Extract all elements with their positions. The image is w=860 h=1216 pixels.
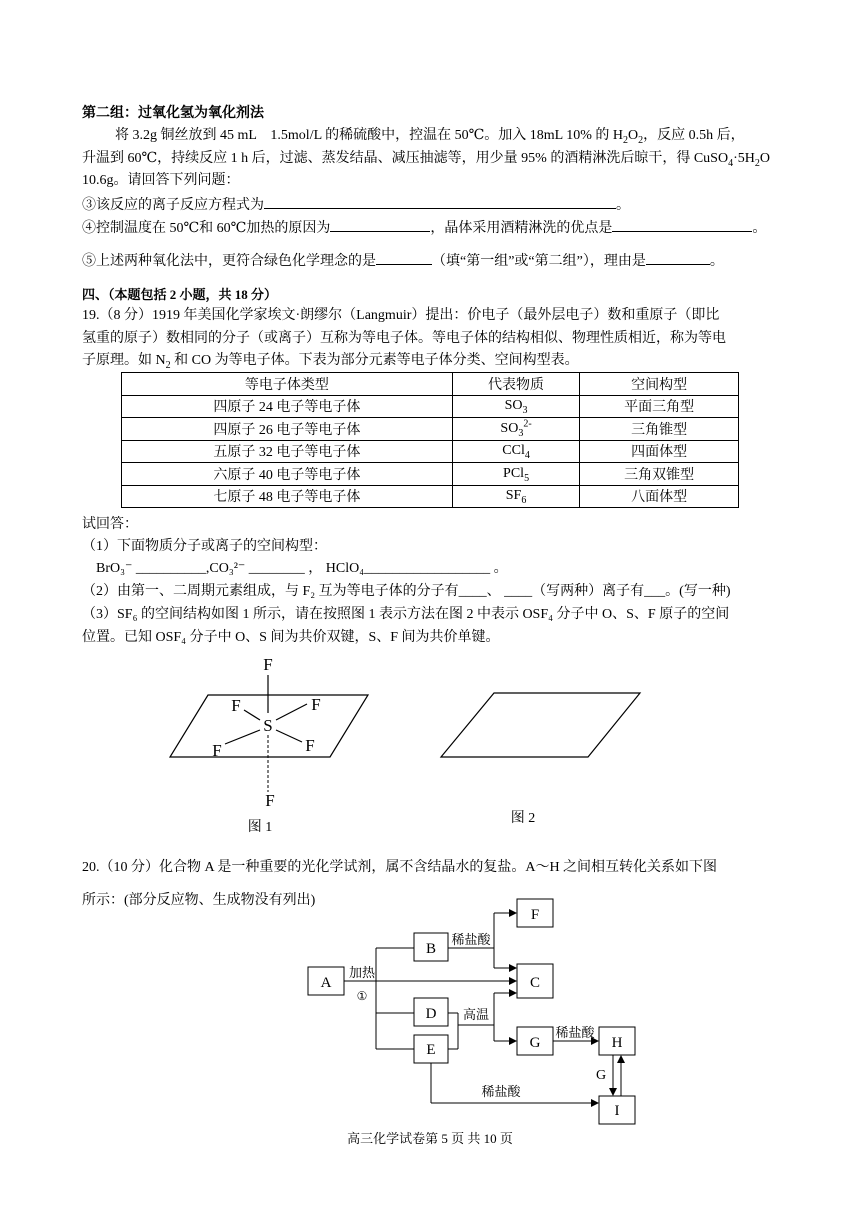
group2-paragraph-line3: 10.6g。请回答下列问题： [82,173,240,188]
table-cell: 平面三角型 [580,395,739,418]
label-hcl-b: 稀盐酸 [451,932,491,947]
node-i: I [614,1103,620,1119]
q19-sub3-line1: （3）SF₆ 的空间结构如图 1 所示，请在按照图 1 表示方法在图 2 中表示 OSF₄ 分子中 O、S、F 原子的空间 [82,607,730,622]
table-cell: $SO_3$ [452,395,579,418]
label-step-1: ① [356,989,368,1003]
q19-sub1-answer-line[interactable]: BrO₃⁻ __________,CO₃²⁻ ________ ， HClO₄__________________ 。 [96,561,508,576]
node-b: B [425,941,437,957]
table-cell: 五原子 32 电子等电子体 [122,440,453,463]
fig1-atom-f: F [231,696,241,715]
fig1-atom-f: F [263,655,273,674]
fig2-caption: 图 2 [510,811,536,826]
table-cell: 八面体型 [580,485,739,508]
node-a: A [320,975,332,991]
q19-line1: 19.（8 分）1919 年美国化学家埃文·朗缪尔（Langmuir）提出：价电子（最外层电子）数和重原子（即比 [82,308,720,323]
table-cell: 三角锥型 [580,418,739,441]
label-high-temp: 高温 [462,1007,490,1022]
label-hcl-e: 稀盐酸 [481,1084,521,1099]
fig1-caption: 图 1 [247,820,273,835]
node-f: F [530,907,540,923]
table-cell: 六原子 40 电子等电子体 [122,463,453,486]
q19-line3: 子原理。如 $N_2$ 和 CO 为等电子体。下表为部分元素等电子体分类、空间构型表。 [82,353,579,371]
figure-2-blank [441,693,640,826]
q19-sub3-line2: 位置。已知 OSF₄ 分子中 O、S 间为共价双键，S、F 间为共价单键。 [82,630,500,645]
fig1-atom-s: S [263,716,273,735]
node-h: H [611,1035,623,1051]
table-cell: 四原子 24 电子等电子体 [122,395,453,418]
table-header: 空间构型 [580,373,739,396]
q19-sub1: （1）下面物质分子或离子的空间构型： [82,539,327,554]
node-c: C [529,975,541,991]
q20-arrowheads [509,909,625,1107]
fig2-plane[interactable] [441,693,640,757]
question-4: ④控制温度在 50℃和 60℃加热的原因为 ，晶体采用酒精淋洗的优点是 。 [82,217,766,239]
fig1-atom-f: F [305,736,315,755]
table-cell: 四面体型 [580,440,739,463]
label-hcl-g: 稀盐酸 [555,1025,595,1040]
table-cell: PCl$_5$ [452,463,579,486]
page-footer: 高三化学试卷第 5 页 共 10 页 [347,1131,513,1146]
question-5: ⑤上述两种氧化法中，更符合绿色化学理念的是 （填“第一组”或“第二组”），理由是 。 [82,250,724,272]
section-4-title: 四、（本题包括 2 小题，共 18 分） [82,287,278,302]
table-cell: 三角双锥型 [580,463,739,486]
group2-paragraph-line1: 将 3.2g 铜丝放到 45 mL 1.5mol/L 的稀硫酸中，控温在 50℃。加入 18mL 10% 的 $H_2O_2$，反应 0.5h 后， [115,128,745,146]
table-cell: $SF_6$ [452,485,579,508]
node-g: G [529,1035,541,1051]
q19-sub2: （2）由第一、二周期元素组成，与 F₂ 互为等电子体的分子有____、 ____（写两种）离子有___。(写一种) [82,584,731,599]
q20-line1: 20.（10 分）化合物 A 是一种重要的光化学试剂，属不含结晶水的复盐。A～H 之间相互转化关系如下图 [82,860,718,875]
figure-1-sf6 [170,655,368,835]
node-e: E [426,1042,436,1058]
group2-title: 第二组：过氧化氢为氧化剂法 [82,106,264,121]
fig1-atom-f: F [311,695,321,714]
fig1-atom-f: F [265,791,275,810]
group2-paragraph-line2: 升温到 60℃，持续反应 1 h 后，过滤、蒸发结晶、减压抽滤等，用少量 95% 的酒精淋洗后晾干，得 $CuSO_4\cdot 5H_2O$ [82,151,770,169]
label-g-arrow: G [595,1068,607,1083]
q20-line2: 所示：(部分反应物、生成物没有列出) [82,893,316,908]
table-cell: 七原子 48 电子等电子体 [122,485,453,508]
node-d: D [425,1006,437,1022]
q19-try: 试回答： [82,517,138,532]
fig1-atom-f: F [212,741,222,760]
table-cell: $SO_3^{2-}$ [452,418,579,441]
question-3: ③该反应的离子反应方程式为 。 [82,194,630,216]
q20-labels [321,907,623,1119]
table-cell: 四原子 26 电子等电子体 [122,418,453,441]
table-header: 等电子体类型 [122,373,453,396]
table-header: 代表物质 [452,373,579,396]
label-heat: 加热 [348,965,376,980]
q19-line2: 氢重的原子）数相同的分子（或离子）互称为等电子体。等电子体的结构相似、物理性质相近，称为等电 [82,331,726,346]
table-cell: CCl$_4$ [452,440,579,463]
